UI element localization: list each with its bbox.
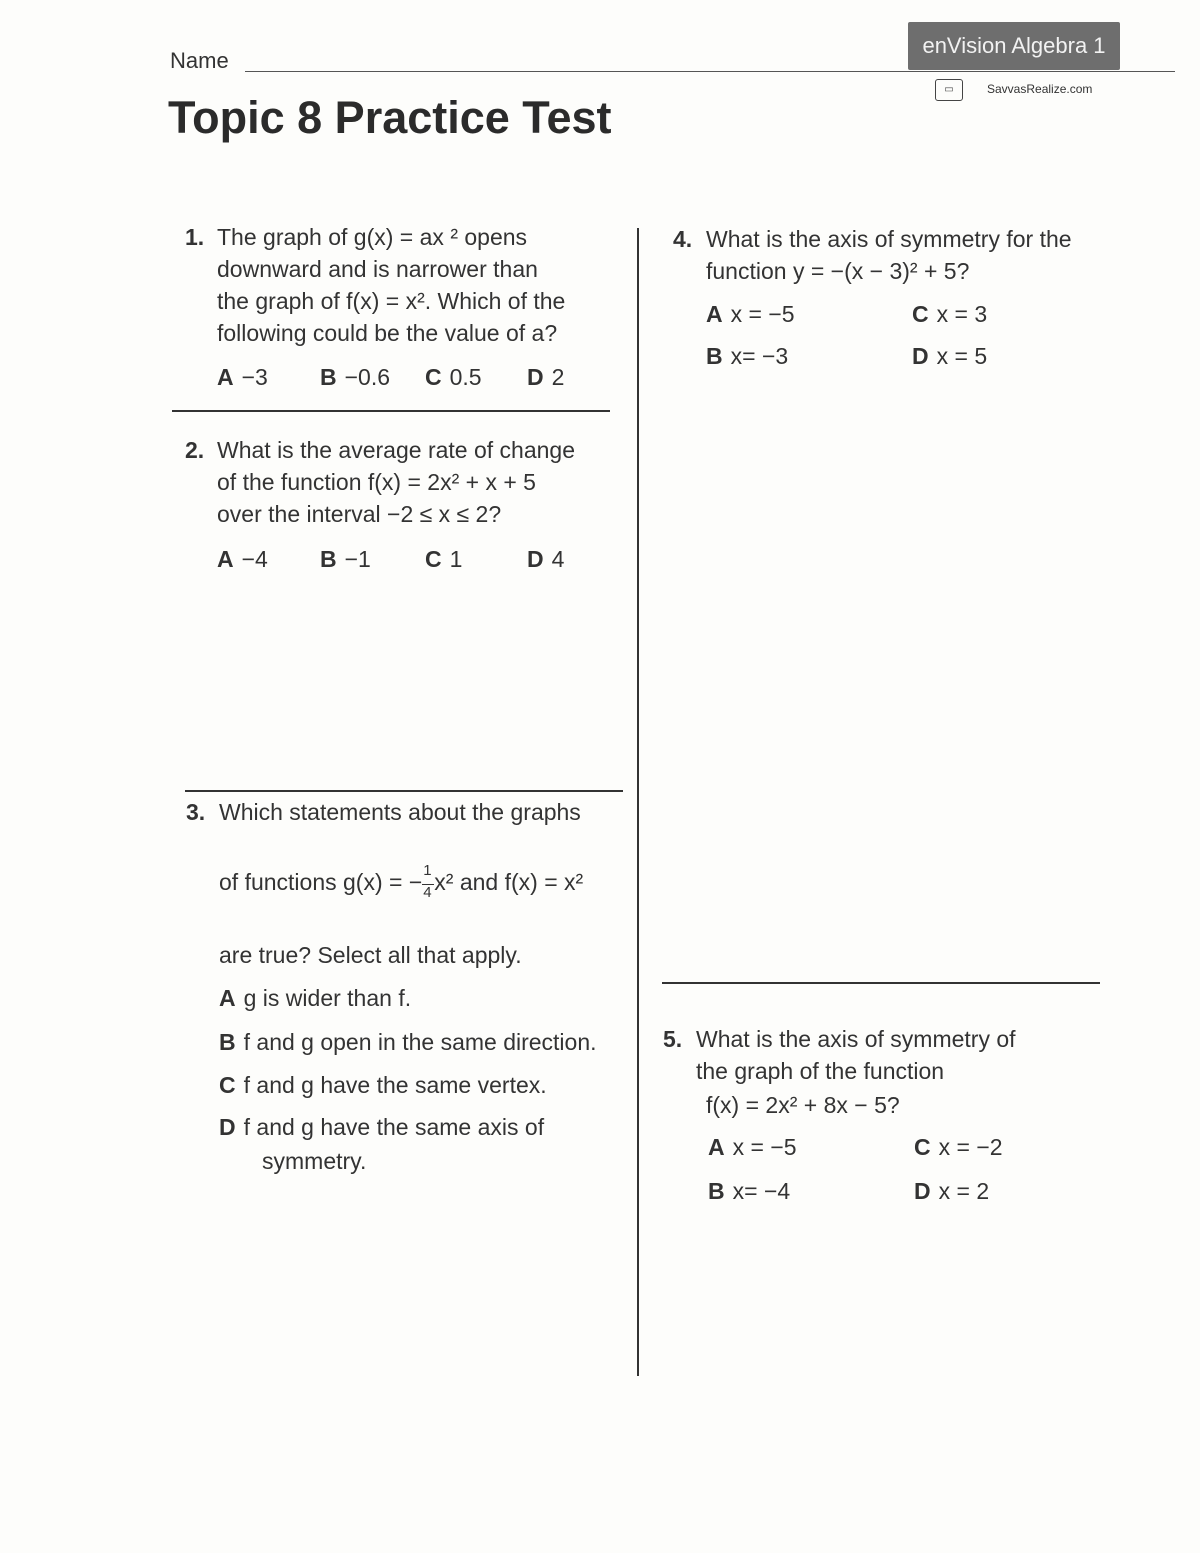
option-value: f and g have the same vertex.: [243, 1072, 547, 1098]
option-value: 2: [551, 364, 565, 390]
option-value: f and g have the same axis of: [243, 1114, 545, 1140]
answer-option-c[interactable]: [425, 546, 462, 573]
question-separator: [185, 790, 623, 792]
option-letter: D: [914, 1178, 931, 1204]
question-number: 4.: [673, 226, 693, 252]
question-line: [219, 861, 584, 901]
option-value: −0.6: [344, 364, 391, 390]
answer-option-b[interactable]: [320, 364, 390, 391]
option-letter: D: [527, 364, 544, 390]
option-value: x= −3: [730, 343, 789, 369]
option-letter: B: [219, 1029, 236, 1055]
question-line: downward and is narrower than: [217, 256, 538, 282]
name-label: Name: [170, 48, 229, 73]
fraction-denominator: 4: [423, 883, 432, 901]
option-letter: B: [320, 546, 337, 572]
option-letter: A: [706, 301, 723, 327]
option-letter: B: [320, 364, 337, 390]
question-line: the graph of the function: [696, 1058, 945, 1084]
option-letter: C: [425, 364, 442, 390]
option-value: x = −5: [730, 301, 795, 327]
question-line: function y = −(x − 3)² + 5?: [706, 258, 970, 284]
answer-option-a[interactable]: [708, 1134, 797, 1161]
question-separator: [662, 982, 1100, 984]
question-number: 2.: [185, 437, 205, 463]
answer-option-d[interactable]: [527, 364, 564, 391]
option-letter: C: [425, 546, 442, 572]
answer-option-a[interactable]: [219, 985, 411, 1012]
option-value: x = −2: [938, 1134, 1003, 1160]
fraction-numerator: 1: [423, 861, 432, 879]
option-letter: C: [914, 1134, 931, 1160]
option-letter: C: [219, 1072, 236, 1098]
option-letter: A: [217, 364, 234, 390]
question-line: of the function f(x) = 2x² + x + 5: [217, 469, 536, 495]
option-letter: B: [708, 1178, 725, 1204]
answer-option-c[interactable]: [425, 364, 482, 391]
answer-option-d[interactable]: [912, 343, 987, 370]
option-value: x = 2: [938, 1178, 990, 1204]
option-letter: C: [912, 301, 929, 327]
answer-option-a[interactable]: [706, 301, 795, 328]
answer-option-b[interactable]: [708, 1178, 790, 1205]
question-separator: [172, 410, 610, 412]
option-value: x = −5: [732, 1134, 797, 1160]
answer-option-a[interactable]: [217, 546, 268, 573]
question-line: What is the axis of symmetry for the: [706, 226, 1072, 252]
option-letter: A: [217, 546, 234, 572]
option-letter: A: [708, 1134, 725, 1160]
option-letter: D: [912, 343, 929, 369]
option-value: 1: [449, 546, 463, 572]
option-value: −3: [241, 364, 268, 390]
option-value: 4: [551, 546, 565, 572]
expression-part: x² and f(x) = x²: [434, 869, 584, 895]
realize-url: SavvasRealize.com: [987, 82, 1093, 96]
monitor-icon: ▭: [935, 79, 963, 101]
option-letter: A: [219, 985, 236, 1011]
answer-option-a[interactable]: [217, 364, 268, 391]
answer-option-d[interactable]: [219, 1114, 544, 1141]
question-line: f(x) = 2x² + 8x − 5?: [706, 1092, 900, 1118]
column-divider: [637, 228, 639, 1376]
option-value: 0.5: [449, 364, 482, 390]
question-number: 1.: [185, 224, 205, 250]
option-continuation: symmetry.: [262, 1148, 367, 1174]
fraction: [422, 861, 434, 901]
question-line: Which statements about the graphs: [219, 799, 581, 825]
question-line: over the interval −2 ≤ x ≤ 2?: [217, 501, 502, 527]
question-line: The graph of g(x) = ax ² opens: [217, 224, 528, 250]
brand-logo: enVision Algebra 1: [908, 22, 1120, 70]
question-line: are true? Select all that apply.: [219, 942, 522, 968]
option-value: g is wider than f.: [243, 985, 412, 1011]
question-number: 5.: [663, 1026, 683, 1052]
answer-option-b[interactable]: [219, 1029, 597, 1056]
option-value: x = 5: [936, 343, 988, 369]
option-value: −1: [344, 546, 371, 572]
answer-option-b[interactable]: [320, 546, 371, 573]
option-letter: B: [706, 343, 723, 369]
question-line: the graph of f(x) = x². Which of the: [217, 288, 566, 314]
answer-option-c[interactable]: [219, 1072, 547, 1099]
question-number: 3.: [186, 799, 206, 825]
answer-option-d[interactable]: [914, 1178, 989, 1205]
option-value: f and g open in the same direction.: [243, 1029, 597, 1055]
answer-option-b[interactable]: [706, 343, 788, 370]
page-title: Topic 8 Practice Test: [168, 92, 612, 143]
question-line: What is the average rate of change: [217, 437, 575, 463]
answer-option-c[interactable]: [912, 301, 987, 328]
question-line: What is the axis of symmetry of: [696, 1026, 1016, 1052]
expression-part: of functions g(x) = −: [219, 869, 423, 895]
answer-option-d[interactable]: [527, 546, 564, 573]
option-value: −4: [241, 546, 268, 572]
answer-option-c[interactable]: [914, 1134, 1003, 1161]
option-value: x = 3: [936, 301, 988, 327]
option-letter: D: [527, 546, 544, 572]
name-line: [245, 71, 1175, 72]
option-value: x= −4: [732, 1178, 791, 1204]
question-line: following could be the value of a?: [217, 320, 558, 346]
option-letter: D: [219, 1114, 236, 1140]
